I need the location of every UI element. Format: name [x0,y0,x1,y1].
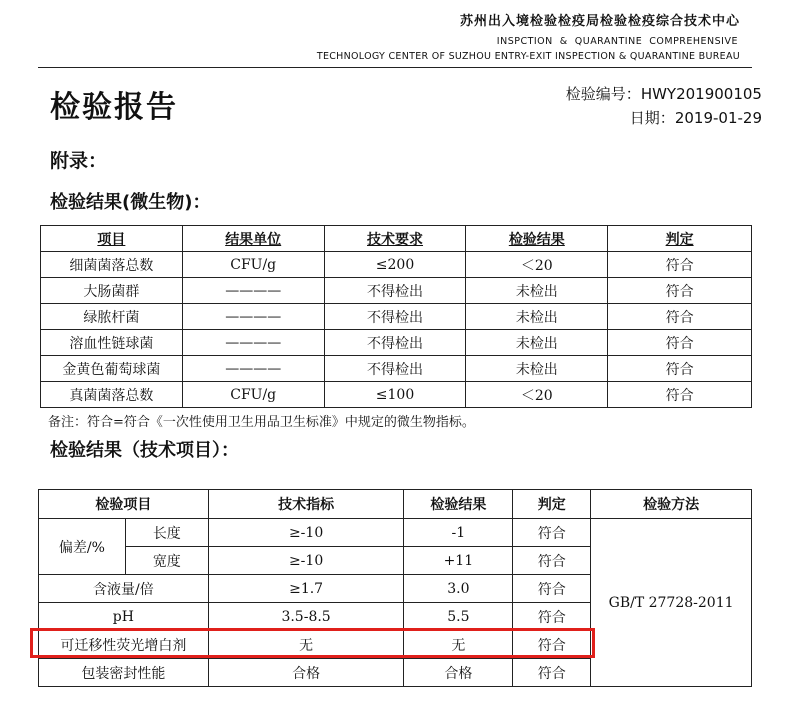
micro-note: 备注：符合=符合《一次性使用卫生用品卫生标准》中规定的微生物指标。 [48,415,475,430]
cell-verdict: 符合 [513,631,591,659]
cell-requirement: 不得检出 [324,304,466,330]
header-divider [38,67,752,68]
column-header: 检验结果 [404,490,513,519]
cell-item: 含液量/倍 [39,575,209,603]
column-header: 判定 [608,226,752,252]
column-header: 技术指标 [208,490,404,519]
column-header: 检验方法 [591,490,752,519]
column-header: 项目 [41,226,183,252]
cell-item: 金黄色葡萄球菌 [41,356,183,382]
cell-result: 3.0 [404,575,513,603]
cell-result: +11 [404,547,513,575]
cell-verdict: 符合 [513,547,591,575]
cell-result: 5.5 [404,603,513,631]
table-row [41,252,752,278]
highlight-box [30,628,595,658]
cell-spec: 3.5-8.5 [208,603,404,631]
cell-spec: ≥-10 [208,519,404,547]
column-header: 技术要求 [324,226,466,252]
cell-unit: ———— [182,330,324,356]
table-row [41,382,752,408]
cell-item: 长度 [125,519,208,547]
cell-verdict: 符合 [513,603,591,631]
cell-requirement: ≤100 [324,382,466,408]
column-header: 结果单位 [182,226,324,252]
cell-verdict: 符合 [513,659,591,687]
cell-result: 未检出 [466,278,608,304]
report-meta [566,82,762,130]
cell-verdict: 符合 [608,382,752,408]
cell-item: 可迁移性荧光增白剂 [39,631,209,659]
cell-result: 未检出 [466,356,608,382]
tech-heading: 检验结果（技术项目）： [50,440,239,461]
cell-verdict: 符合 [608,330,752,356]
cell-result: 合格 [404,659,513,687]
cell-verdict: 符合 [608,278,752,304]
table-row [41,278,752,304]
micro-heading: 检验结果(微生物)： [50,192,211,213]
cell-item: 细菌菌落总数 [41,252,183,278]
report-number-label: 检验编号： [565,85,641,103]
cell-verdict: 符合 [608,304,752,330]
cell-verdict: 符合 [608,252,752,278]
cell-item: pH [39,603,209,631]
appendix-label: 附录： [50,150,108,172]
cell-spec: 无 [208,631,404,659]
cell-result: 无 [404,631,513,659]
table-row [41,356,752,382]
cell-item: 真菌菌落总数 [41,382,183,408]
deviation-label: 偏差/% [39,519,126,575]
cell-unit: ———— [182,304,324,330]
cell-unit: ———— [182,356,324,382]
cell-unit: CFU/g [182,382,324,408]
column-header: 判定 [513,490,591,519]
cell-result: ＜20 [466,252,608,278]
cell-verdict: 符合 [513,519,591,547]
org-name-en-line2: TECHNOLOGY CENTER OF SUZHOU ENTRY-EXIT INSPECTION & QUARANTINE BUREAU [316,51,740,62]
cell-result: -1 [404,519,513,547]
table-row [41,304,752,330]
cell-result: ＜20 [466,382,608,408]
report-date-label: 日期： [629,109,675,127]
report-date: 2019-01-29 [674,109,762,127]
cell-item: 大肠菌群 [41,278,183,304]
cell-item: 包装密封性能 [39,659,209,687]
cell-requirement: ≤200 [324,252,466,278]
cell-item: 绿脓杆菌 [41,304,183,330]
cell-result: 未检出 [466,304,608,330]
cell-requirement: 不得检出 [324,356,466,382]
table-row [39,519,752,547]
org-name-cn: 苏州出入境检验检疫局检验检疫综合技术中心 [459,14,740,29]
report-number: HWY201900105 [640,85,762,103]
cell-spec: ≥-10 [208,547,404,575]
org-name-en-line1: INSPCTION & QUARANTINE COMPREHENSIVE [496,36,738,47]
report-title: 检验报告 [50,90,178,125]
cell-verdict: 符合 [513,575,591,603]
table-row [41,330,752,356]
cell-unit: CFU/g [182,252,324,278]
cell-spec: ≥1.7 [208,575,404,603]
cell-item: 溶血性链球菌 [41,330,183,356]
micro-table [40,225,752,408]
cell-requirement: 不得检出 [324,278,466,304]
cell-unit: ———— [182,278,324,304]
cell-verdict: 符合 [608,356,752,382]
column-header: 检验项目 [39,490,209,519]
cell-requirement: 不得检出 [324,330,466,356]
cell-spec: 合格 [208,659,404,687]
column-header: 检验结果 [466,226,608,252]
cell-result: 未检出 [466,330,608,356]
test-method: GB/T 27728-2011 [591,519,752,687]
cell-item: 宽度 [125,547,208,575]
